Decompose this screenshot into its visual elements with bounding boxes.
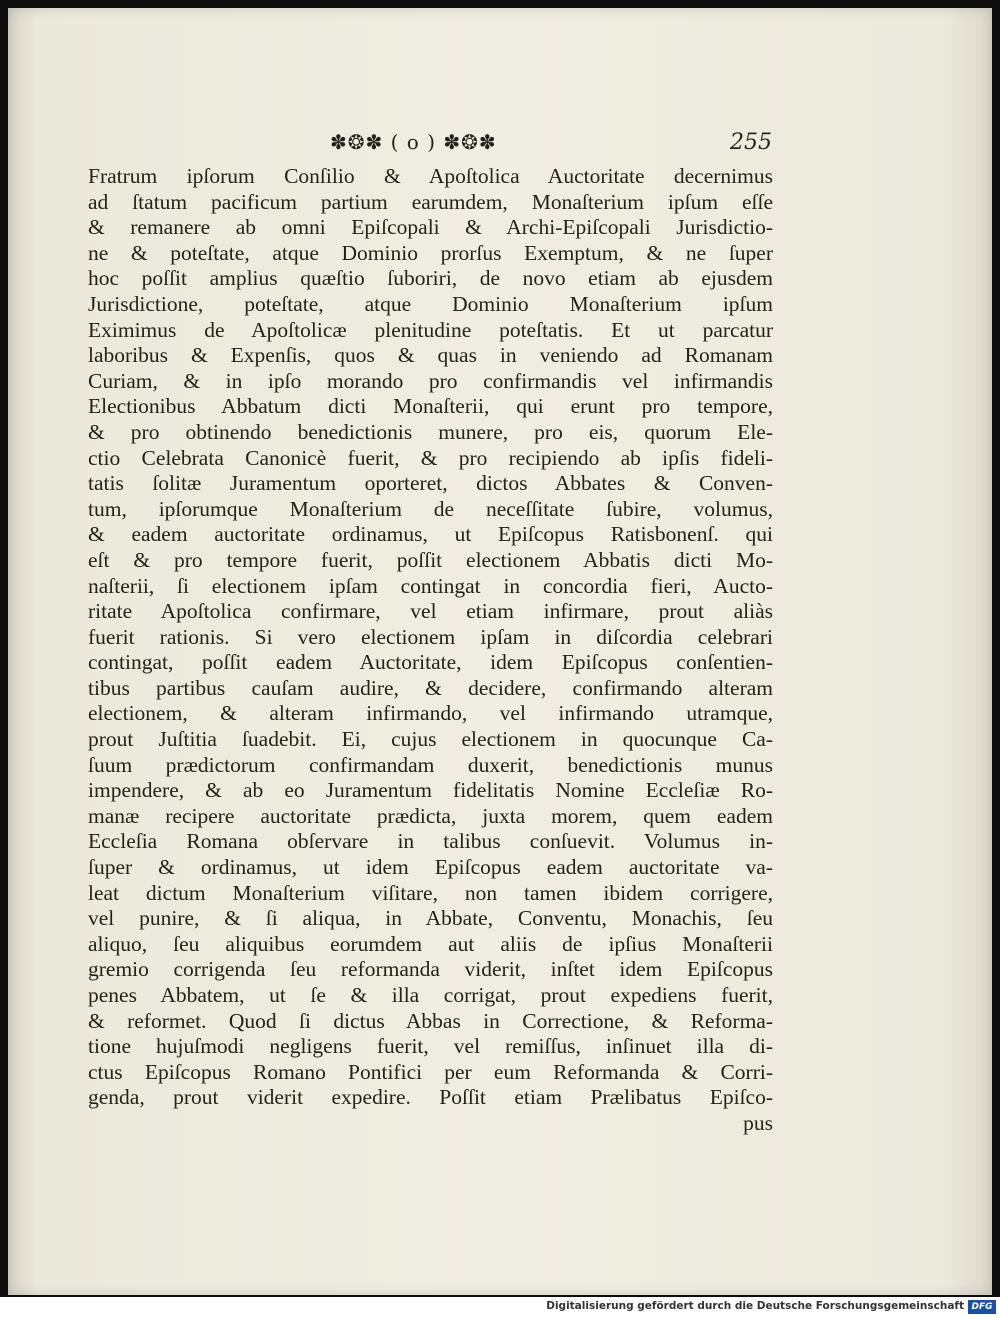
text-line: tibus partibus cauſam audire, & decidere, confirmando alteram: [88, 675, 773, 700]
text-line: penes Abbatem, ut ſe & illa corrigat, prout expediens fuerit,: [88, 983, 773, 1007]
text-line: & remanere ab omni Epiſcopali & Archi-Epiſcopali Jurisdictio-: [88, 215, 773, 240]
text-line: Curiam, & in ipſo morando pro confirmandis vel infirmandis: [88, 368, 773, 393]
text-line: ne & poteſtate, atque Dominio prorſus Exemptum, & ne ſuper: [88, 240, 773, 265]
text-line: & eadem auctoritate ordinamus, ut Epiſcopus Ratisbonenſ. qui: [88, 522, 773, 547]
text-line: Fratrum ipſorum Conſilio & Apoſtolica Auctoritate decernimus: [88, 164, 773, 188]
text-line: laboribus & Expenſis, quos & quas in veniendo ad Romanam: [88, 343, 773, 368]
digitization-footer: [0, 1297, 1000, 1318]
text-line: tione hujuſmodi negligens fuerit, vel remiſſus, inſinuet illa di-: [88, 1034, 773, 1059]
text-line: Jurisdictione, poteſtate, atque Dominio Monaſterium ipſum: [88, 291, 773, 316]
text-line: genda, prout viderit expedire. Poſſit etiam Prælibatus Epiſco-: [88, 1085, 773, 1110]
text-line: contingat, poſſit eadem Auctoritate, idem Epiſcopus conſentien-: [88, 650, 773, 675]
text-line: prout Juſtitia ſuadebit. Ei, cujus electionem in quocunque Ca-: [88, 727, 773, 752]
text-line: & reformet. Quod ſi dictus Abbas in Correctione, & Reforma-: [88, 1008, 773, 1033]
dfg-logo: DFG: [968, 1300, 996, 1314]
text-line: tum, ipſorumque Monaſterium de neceſſitate ſubire, volumus,: [88, 496, 773, 521]
text-line: manæ recipere auctoritate prædicta, juxta morem, quem eadem: [88, 803, 773, 828]
book-page: [8, 8, 992, 1295]
footer-credit: Digitalisierung gefördert durch die Deutsche Forschungsgemeinschaft: [546, 1300, 964, 1312]
text-line: vel punire, & ſi aliqua, in Abbate, Conventu, Monachis, ſeu: [88, 906, 773, 931]
text-line: ctus Epiſcopus Romano Pontifici per eum Reformanda & Corri-: [88, 1059, 773, 1084]
text-line: gremio corrigenda ſeu reformanda viderit, inſtet idem Epiſcopus: [88, 957, 773, 982]
text-line: ſuum prædictorum confirmandam duxerit, benedictionis munus: [88, 752, 773, 777]
page-number: 255: [730, 130, 772, 155]
text-line: tatis ſolitæ Juramentum oporteret, dictos Abbates & Conven-: [88, 471, 773, 496]
text-line: aliquo, ſeu aliquibus eorumdem aut aliis de ipſius Monaſterii: [88, 931, 773, 956]
text-line: Eccleſia Romana obſervare in talibus conſuevit. Volumus in-: [88, 829, 773, 854]
text-line: Eximimus de Apoſtolicæ plenitudine poteſtatis. Et ut parcatur: [88, 317, 773, 342]
text-line: fuerit rationis. Si vero electionem ipſam in diſcordia celebrari: [88, 624, 773, 649]
text-line: ſuper & ordinamus, ut idem Epiſcopus eadem auctoritate va-: [88, 855, 773, 880]
text-line: naſterii, ſi electionem ipſam contingat in concordia fieri, Aucto-: [88, 573, 773, 598]
catchword: pus: [743, 1110, 773, 1135]
text-line: hoc poſſit amplius quæſtio ſuboriri, de novo etiam ab ejusdem: [88, 266, 773, 291]
text-line: ad ſtatum pacificum partium earumdem, Monaſterium ipſum eſſe: [88, 189, 773, 214]
text-line: Electionibus Abbatum dicti Monaſterii, qui erunt pro tempore,: [88, 394, 773, 419]
page-header: [8, 124, 992, 164]
text-line: electionem, & alteram infirmando, vel infirmando utramque,: [88, 701, 773, 726]
text-line: ritate Apoſtolica confirmare, vel etiam infirmare, prout aliàs: [88, 599, 773, 624]
text-line: ctio Celebrata Canonicè fuerit, & pro recipiendo ab ipſis fideli-: [88, 445, 773, 470]
header-ornament: ✽❂✽ ( o ) ✽❂✽: [330, 130, 497, 154]
text-line: eſt & pro tempore fuerit, poſſit electionem Abbatis dicti Mo-: [88, 547, 773, 572]
text-line: & pro obtinendo benedictionis munere, pro eis, quorum Ele-: [88, 419, 773, 444]
body-text: [88, 164, 773, 1137]
text-line: impendere, & ab eo Juramentum fidelitatis Nomine Eccleſiæ Ro-: [88, 778, 773, 803]
text-line: leat dictum Monaſterium viſitare, non tamen ibidem corrigere,: [88, 880, 773, 905]
